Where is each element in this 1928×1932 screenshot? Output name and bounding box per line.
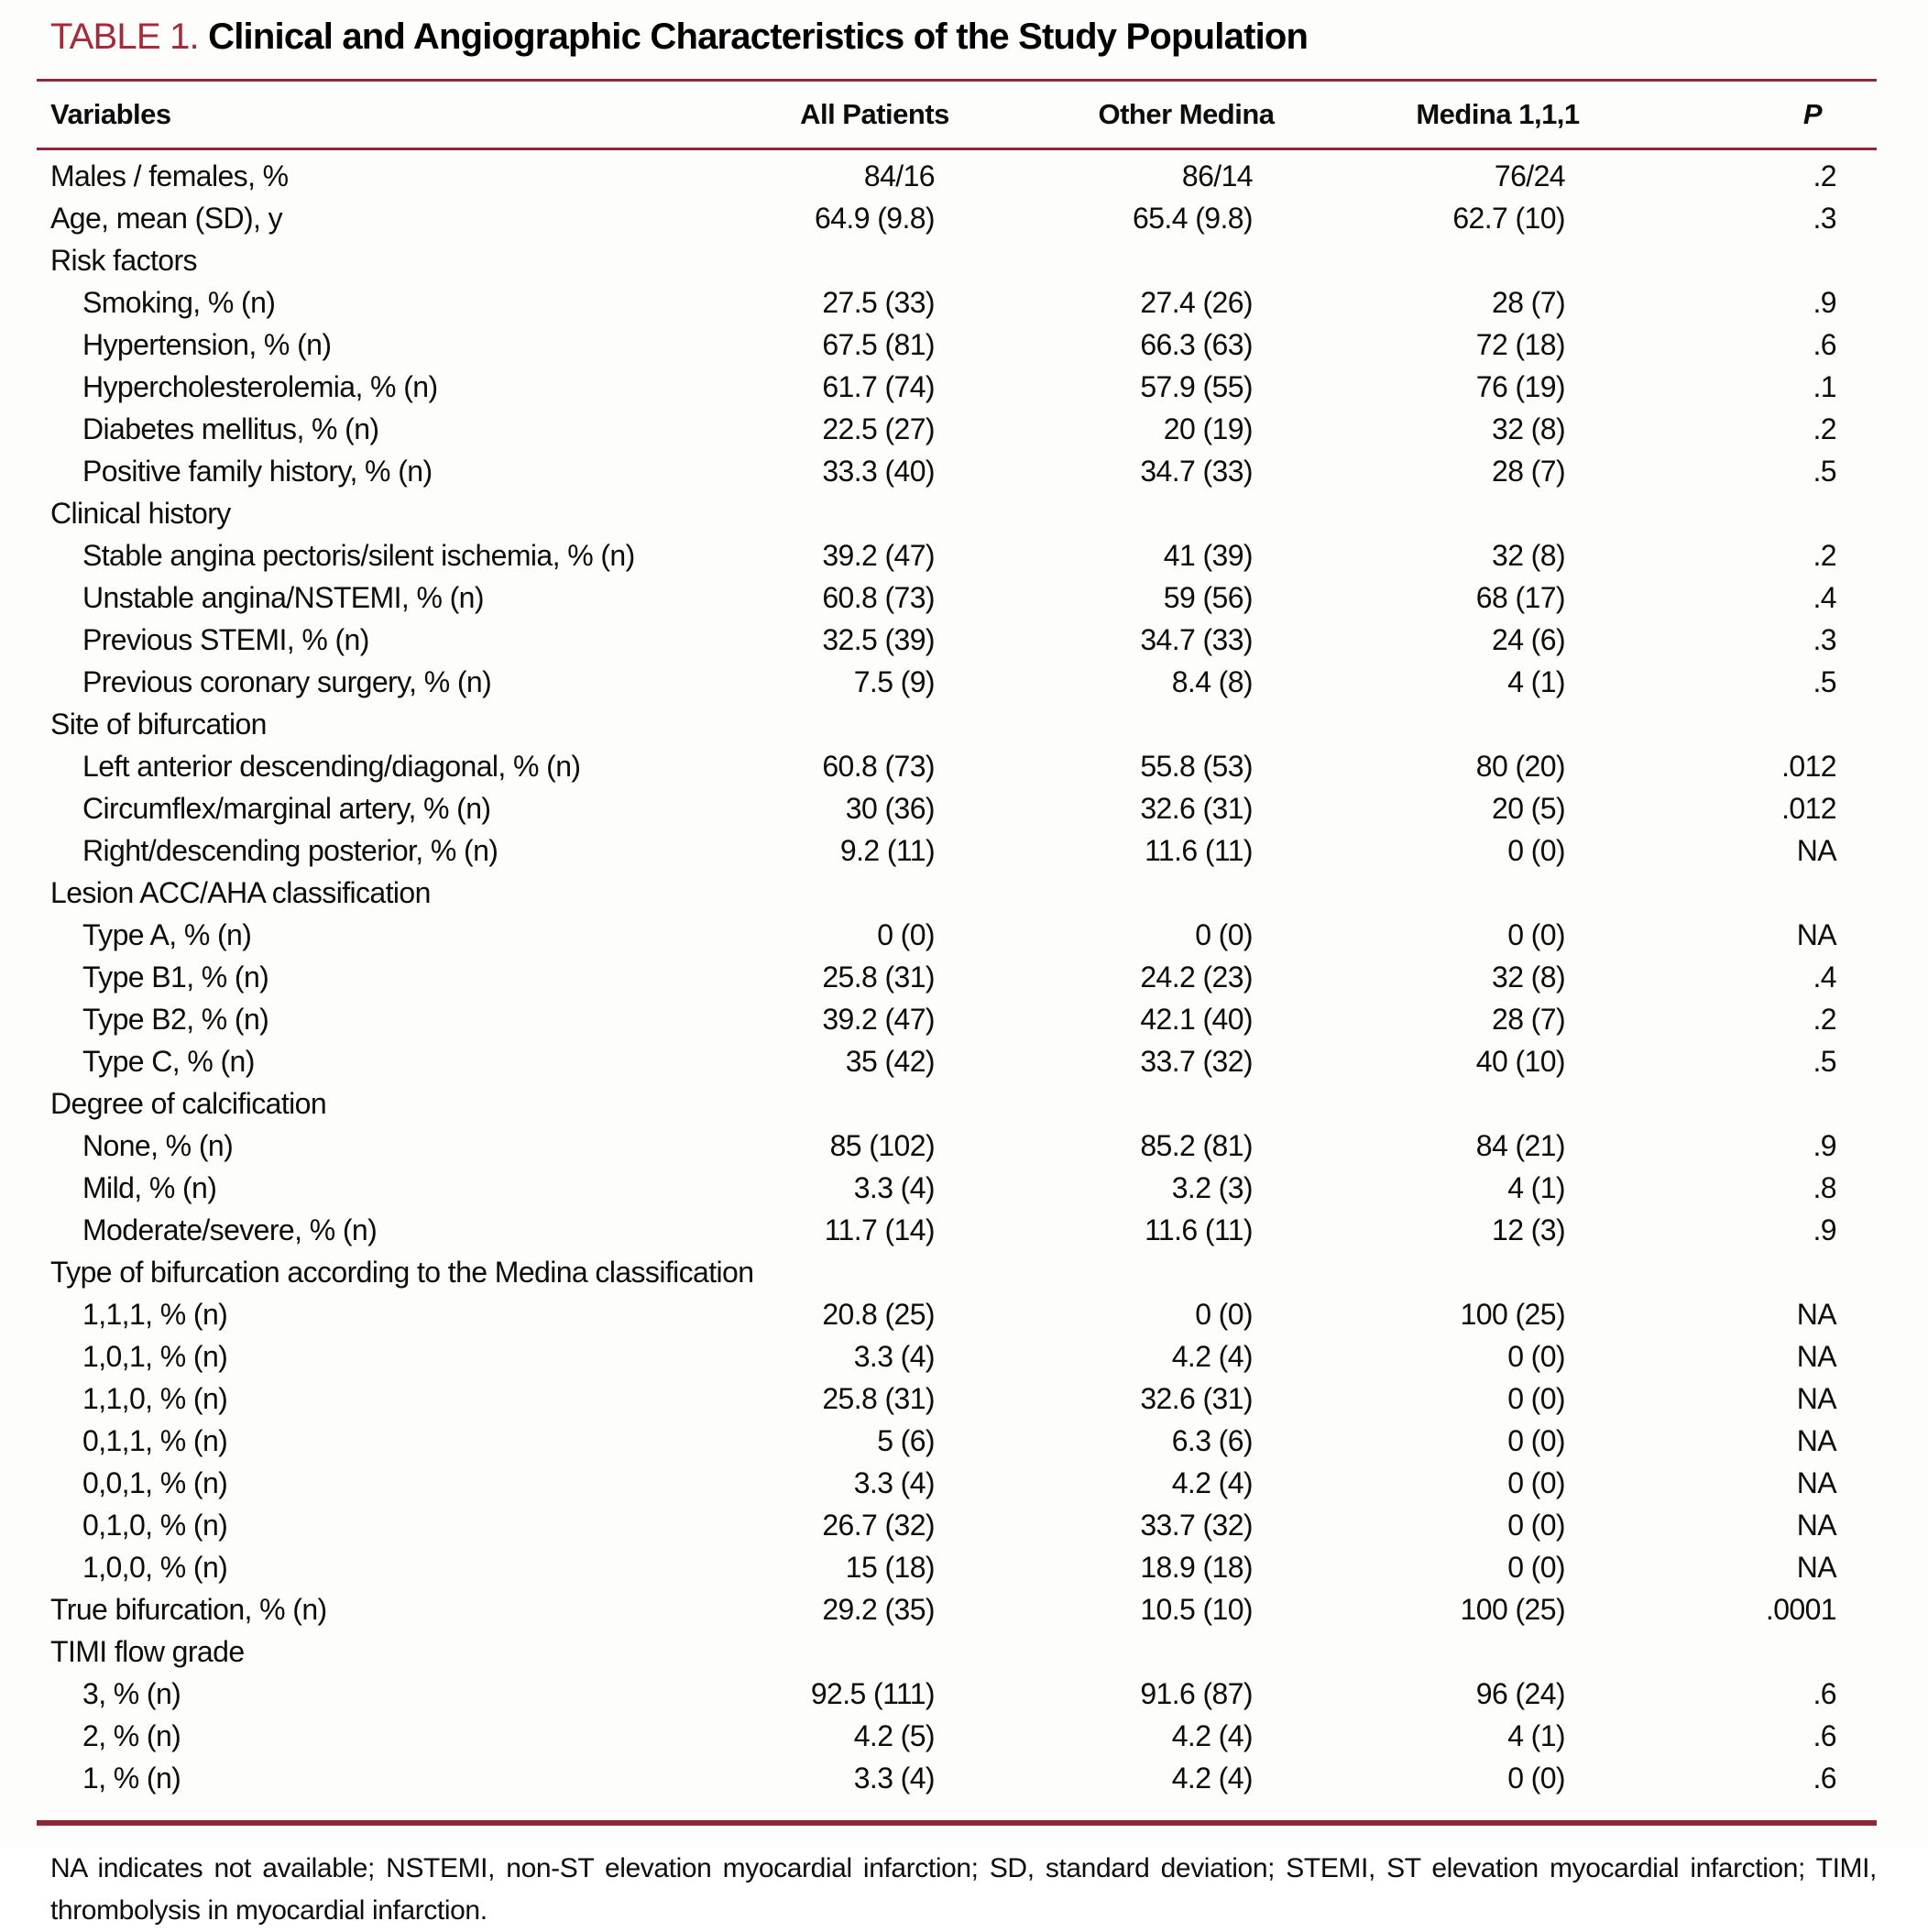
table-row [37,1715,1877,1757]
header-row [37,81,1877,149]
cell-all-patients: 3.3 (4) [853,1340,935,1373]
cell-all-patients: 84/16 [863,159,935,192]
cell-all-patients: 25.8 (31) [822,1382,935,1415]
row-label: Previous STEMI, % (n) [82,623,369,656]
table-row [37,1588,1877,1630]
row-label: Positive family history, % (n) [82,455,433,488]
cell-p-value: NA [1796,1382,1836,1415]
row-label: Mild, % (n) [82,1171,217,1204]
cell-all-patients: 3.3 (4) [853,1171,935,1204]
cell-medina-111 [1387,1082,1699,1125]
cell-other-medina: 34.7 (33) [1140,455,1253,488]
row-label: None, % (n) [82,1129,234,1162]
row-label: 1,0,1, % (n) [82,1340,228,1373]
cell-all-patients: 39.2 (47) [822,1003,935,1036]
cell-all-patients: 26.7 (32) [822,1509,935,1542]
cell-all-patients: 32.5 (39) [822,623,935,656]
cell-medina-111: 40 (10) [1475,1045,1565,1078]
cell-p-value: NA [1796,1466,1836,1499]
section-row [37,492,1877,534]
col-header-other-medina: Other Medina [1076,81,1387,149]
cell-medina-111: 24 (6) [1492,623,1565,656]
row-section-label: Site of bifurcation [50,708,267,741]
table-row [37,281,1877,324]
cell-p-value: NA [1796,1298,1836,1331]
row-label: Type A, % (n) [82,918,252,951]
table-row [37,1335,1877,1378]
row-label: Type B1, % (n) [82,961,269,993]
row-label: Stable angina pectoris/silent ischemia, % (n) [82,539,635,572]
cell-p-value: .0001 [1765,1593,1836,1626]
cell-all-patients: 92.5 (111) [810,1677,935,1710]
cell-p-value: .9 [1813,1213,1836,1246]
table-row [37,408,1877,450]
cell-all-patients [764,239,1076,281]
cell-all-patients: 0 (0) [877,918,935,951]
cell-other-medina: 8.4 (8) [1171,665,1253,698]
table-row [37,450,1877,492]
cell-all-patients: 30 (36) [845,792,935,825]
cell-p-value: .3 [1813,623,1836,656]
cell-p-value: .012 [1781,750,1836,783]
cell-medina-111: 4 (1) [1507,1171,1565,1204]
cell-p-value: .012 [1781,792,1836,825]
cell-medina-111 [1387,1251,1699,1293]
table-row [37,149,1877,198]
cell-p-value [1699,1082,1877,1125]
cell-all-patients: 27.5 (33) [822,286,935,319]
row-label: 3, % (n) [82,1677,181,1710]
row-section-label: Degree of calcification [50,1087,327,1120]
cell-other-medina: 24.2 (23) [1140,961,1253,993]
cell-other-medina: 32.6 (31) [1140,792,1253,825]
cell-other-medina: 57.9 (55) [1140,370,1253,403]
row-label: Circumflex/marginal artery, % (n) [82,792,491,825]
row-label: 0,1,1, % (n) [82,1424,228,1457]
table-row [37,745,1877,787]
table-row [37,661,1877,703]
row-label: Right/descending posterior, % (n) [82,834,498,867]
cell-all-patients: 60.8 (73) [822,581,935,614]
row-section-label: TIMI flow grade [50,1635,245,1668]
col-header-medina-111: Medina 1,1,1 [1387,81,1699,149]
cell-medina-111: 0 (0) [1507,1466,1565,1499]
cell-medina-111: 0 (0) [1507,1551,1565,1584]
cell-p-value: .9 [1813,1129,1836,1162]
section-row [37,1630,1877,1673]
section-row [37,1251,1877,1293]
cell-p-value: .2 [1813,539,1836,572]
row-label: 1,1,1, % (n) [82,1298,228,1331]
cell-other-medina: 3.2 (3) [1171,1171,1253,1204]
cell-all-patients: 67.5 (81) [822,328,935,361]
row-label: Age, mean (SD), y [50,202,283,235]
cell-p-value: .9 [1813,286,1836,319]
cell-other-medina [1076,1251,1387,1293]
row-label: True bifurcation, % (n) [50,1593,327,1626]
cell-all-patients: 61.7 (74) [822,370,935,403]
cell-other-medina: 11.6 (11) [1145,1213,1253,1246]
section-row [37,872,1877,914]
cell-p-value [1699,703,1877,745]
section-row [37,703,1877,745]
row-label: Hypercholesterolemia, % (n) [82,370,438,403]
col-header-p-value: P [1699,81,1877,149]
cell-medina-111: 4 (1) [1507,665,1565,698]
cell-p-value: .3 [1813,202,1836,235]
cell-other-medina: 4.2 (4) [1171,1340,1253,1373]
cell-all-patients: 4.2 (5) [853,1719,935,1752]
cell-other-medina: 91.6 (87) [1140,1677,1253,1710]
cell-all-patients [764,1082,1076,1125]
cell-p-value: .2 [1813,412,1836,445]
cell-all-patients: 3.3 (4) [853,1762,935,1795]
cell-p-value: NA [1796,918,1836,951]
cell-medina-111 [1387,239,1699,281]
cell-medina-111: 84 (21) [1475,1129,1565,1162]
cell-other-medina: 4.2 (4) [1171,1719,1253,1752]
cell-p-value: NA [1796,1509,1836,1542]
cell-other-medina: 32.6 (31) [1140,1382,1253,1415]
cell-other-medina: 66.3 (63) [1140,328,1253,361]
cell-all-patients [764,1251,1076,1293]
table-title-text: Clinical and Angiographic Characteristics of the Study Population [208,16,1309,57]
table-row [37,1546,1877,1588]
cell-other-medina: 33.7 (32) [1140,1045,1253,1078]
cell-p-value: .2 [1813,1003,1836,1036]
cell-other-medina: 85.2 (81) [1140,1129,1253,1162]
table-row [37,619,1877,661]
row-section-label: Risk factors [50,244,197,277]
row-label: Unstable angina/NSTEMI, % (n) [82,581,484,614]
table-row [37,1504,1877,1546]
table-row [37,1209,1877,1251]
table-row [37,1040,1877,1082]
cell-other-medina: 33.7 (32) [1140,1509,1253,1542]
table-row [37,829,1877,872]
cell-medina-111: 32 (8) [1492,961,1565,993]
cell-medina-111: 0 (0) [1507,1424,1565,1457]
table-row [37,576,1877,619]
row-label: Type B2, % (n) [82,1003,269,1036]
row-label: Hypertension, % (n) [82,328,332,361]
cell-other-medina [1076,239,1387,281]
cell-p-value: .5 [1813,1045,1836,1078]
table-body [37,149,1877,1824]
table-row [37,1757,1877,1823]
cell-all-patients: 25.8 (31) [822,961,935,993]
cell-p-value [1699,1630,1877,1673]
cell-all-patients: 29.2 (35) [822,1593,935,1626]
cell-medina-111: 72 (18) [1475,328,1565,361]
cell-medina-111: 0 (0) [1507,1340,1565,1373]
cell-other-medina: 18.9 (18) [1140,1551,1253,1584]
table-title [37,13,1877,60]
table-row [37,956,1877,998]
cell-all-patients: 5 (6) [877,1424,935,1457]
row-label: 1,0,0, % (n) [82,1551,228,1584]
row-label: 2, % (n) [82,1719,181,1752]
cell-p-value: .6 [1813,328,1836,361]
cell-all-patients: 35 (42) [845,1045,935,1078]
cell-p-value: NA [1796,1340,1836,1373]
section-row [37,239,1877,281]
cell-p-value: .6 [1813,1762,1836,1795]
cell-p-value: NA [1796,1424,1836,1457]
row-label: 1, % (n) [82,1762,181,1795]
cell-medina-111 [1387,1630,1699,1673]
cell-medina-111: 100 (25) [1460,1298,1565,1331]
cell-medina-111: 76/24 [1494,159,1565,192]
cell-medina-111: 96 (24) [1475,1677,1565,1710]
table-footnote: NA indicates not available; NSTEMI, non-ST elevation myocardial infarction; SD, standard deviation; STEMI, ST elevation myocardial infarction; TIMI, thrombolysis in myocardial infarction. [50,1853,1877,1926]
cell-medina-111: 28 (7) [1492,286,1565,319]
cell-p-value: .5 [1813,455,1836,488]
cell-all-patients: 64.9 (9.8) [815,202,935,235]
cell-p-value: .8 [1813,1171,1836,1204]
cell-all-patients: 9.2 (11) [839,834,935,867]
cell-other-medina [1076,492,1387,534]
row-label: Moderate/severe, % (n) [82,1213,378,1246]
cell-medina-111 [1387,872,1699,914]
cell-medina-111: 4 (1) [1507,1719,1565,1752]
row-label: Diabetes mellitus, % (n) [82,412,379,445]
row-label: 0,0,1, % (n) [82,1466,228,1499]
row-label: 1,1,0, % (n) [82,1382,228,1415]
cell-medina-111: 32 (8) [1492,412,1565,445]
cell-other-medina [1076,1630,1387,1673]
cell-p-value [1699,492,1877,534]
table-header [37,81,1877,149]
cell-all-patients: 7.5 (9) [853,665,935,698]
cell-p-value: .6 [1813,1677,1836,1710]
table-row [37,324,1877,366]
cell-medina-111: 12 (3) [1492,1213,1565,1246]
cell-medina-111: 28 (7) [1492,1003,1565,1036]
cell-all-patients [764,703,1076,745]
cell-medina-111: 20 (5) [1492,792,1565,825]
table-row [37,914,1877,956]
cell-other-medina: 20 (19) [1163,412,1253,445]
table-row [37,534,1877,576]
cell-other-medina: 59 (56) [1163,581,1253,614]
table-row [37,1125,1877,1167]
cell-all-patients: 11.7 (14) [824,1213,935,1246]
row-label: 0,1,0, % (n) [82,1509,228,1542]
cell-medina-111: 100 (25) [1460,1593,1565,1626]
table-row [37,1420,1877,1462]
cell-medina-111: 68 (17) [1475,581,1565,614]
cell-other-medina: 4.2 (4) [1171,1762,1253,1795]
cell-other-medina: 10.5 (10) [1140,1593,1253,1626]
cell-p-value: NA [1796,1551,1836,1584]
cell-medina-111: 80 (20) [1475,750,1565,783]
table-row [37,366,1877,408]
cell-medina-111 [1387,492,1699,534]
cell-p-value: .4 [1813,961,1836,993]
table-row [37,197,1877,239]
cell-other-medina: 55.8 (53) [1140,750,1253,783]
table-row [37,1673,1877,1715]
cell-other-medina: 11.6 (11) [1145,834,1253,867]
table-number-label: TABLE 1. [50,16,199,57]
cell-all-patients: 20.8 (25) [822,1298,935,1331]
cell-other-medina: 65.4 (9.8) [1133,202,1253,235]
cell-medina-111: 32 (8) [1492,539,1565,572]
row-section-label: Type of bifurcation according to the Medina classification [50,1256,754,1289]
cell-all-patients: 85 (102) [829,1129,935,1162]
cell-p-value [1699,1251,1877,1293]
cell-all-patients: 33.3 (40) [822,455,935,488]
row-label: Previous coronary surgery, % (n) [82,665,492,698]
cell-all-patients [764,492,1076,534]
cell-all-patients: 22.5 (27) [822,412,935,445]
row-label: Left anterior descending/diagonal, % (n) [82,750,581,783]
section-row [37,1082,1877,1125]
cell-all-patients: 39.2 (47) [822,539,935,572]
cell-medina-111 [1387,703,1699,745]
cell-p-value: NA [1796,834,1836,867]
cell-other-medina: 42.1 (40) [1140,1003,1253,1036]
cell-all-patients [764,1630,1076,1673]
row-section-label: Clinical history [50,497,231,530]
cell-other-medina: 27.4 (26) [1140,286,1253,319]
cell-other-medina [1076,703,1387,745]
cell-other-medina [1076,1082,1387,1125]
cell-all-patients: 15 (18) [845,1551,935,1584]
row-label: Type C, % (n) [82,1045,255,1078]
table-row [37,1293,1877,1335]
cell-medina-111: 0 (0) [1507,834,1565,867]
cell-other-medina [1076,872,1387,914]
table-row [37,1378,1877,1420]
cell-medina-111: 62.7 (10) [1452,202,1565,235]
cell-other-medina: 86/14 [1181,159,1253,192]
cell-p-value: .2 [1813,159,1836,192]
cell-medina-111: 28 (7) [1492,455,1565,488]
cell-p-value: .5 [1813,665,1836,698]
cell-all-patients: 3.3 (4) [853,1466,935,1499]
row-label: Males / females, % [50,159,289,192]
cell-other-medina: 0 (0) [1195,918,1253,951]
table-row [37,998,1877,1040]
cell-p-value [1699,872,1877,914]
cell-other-medina: 41 (39) [1163,539,1253,572]
row-section-label: Lesion ACC/AHA classification [50,876,431,909]
characteristics-table [37,79,1877,1826]
cell-medina-111: 0 (0) [1507,918,1565,951]
table-row [37,1167,1877,1209]
cell-p-value [1699,239,1877,281]
cell-medina-111: 0 (0) [1507,1762,1565,1795]
cell-medina-111: 76 (19) [1475,370,1565,403]
cell-other-medina: 4.2 (4) [1171,1466,1253,1499]
cell-p-value: .6 [1813,1719,1836,1752]
col-header-all-patients: All Patients [764,81,1076,149]
cell-p-value: .4 [1813,581,1836,614]
table-row [37,787,1877,829]
cell-other-medina: 34.7 (33) [1140,623,1253,656]
cell-other-medina: 6.3 (6) [1171,1424,1253,1457]
cell-all-patients [764,872,1076,914]
table-row [37,1462,1877,1504]
cell-medina-111: 0 (0) [1507,1509,1565,1542]
cell-other-medina: 0 (0) [1195,1298,1253,1331]
cell-medina-111: 0 (0) [1507,1382,1565,1415]
col-header-variables: Variables [37,81,764,149]
cell-p-value: .1 [1813,370,1836,403]
cell-all-patients: 60.8 (73) [822,750,935,783]
row-label: Smoking, % (n) [82,286,276,319]
